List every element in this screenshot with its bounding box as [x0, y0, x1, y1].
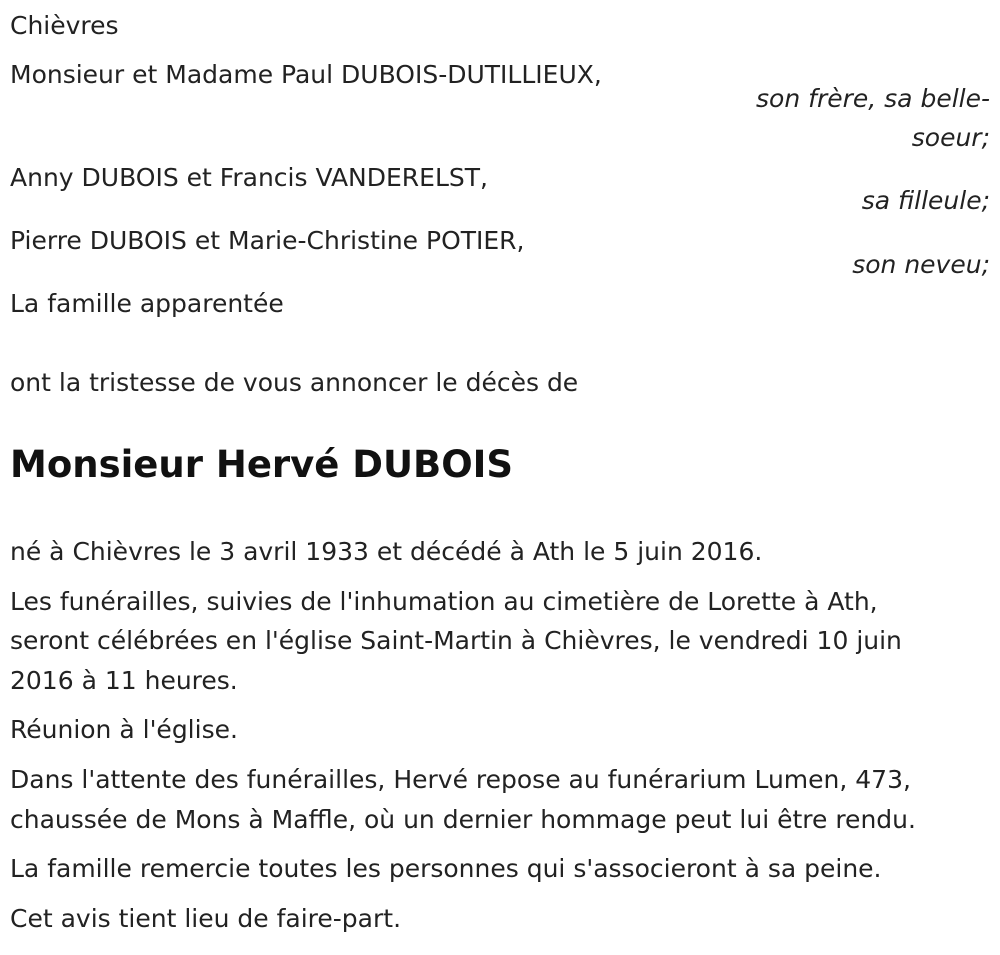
family-member-role: sa filleule; [861, 186, 990, 215]
family-member-name: Monsieur et Madame Paul DUBOIS-DUTILLIEUX, [10, 60, 602, 89]
family-member-role: soeur; [911, 123, 990, 152]
funeral-details-line: seront célébrées en l'église Saint-Martin à Chièvres, le vendredi 10 juin [10, 626, 902, 655]
family-member-role: son frère, sa belle- [756, 84, 990, 113]
meeting-note: Réunion à l'église. [10, 715, 238, 744]
family-member-name: Anny DUBOIS et Francis VANDERELST, [10, 163, 488, 192]
announcement-text: ont la tristesse de vous annoncer le décès de [10, 368, 579, 397]
family-member-name: La famille apparentée [10, 289, 284, 318]
thanks-text: La famille remercie toutes les personnes qui s'associeront à sa peine. [10, 854, 882, 883]
deceased-name: Monsieur Hervé DUBOIS [10, 443, 514, 486]
funeral-details-line: Les funérailles, suivies de l'inhumation au cimetière de Lorette à Ath, [10, 587, 878, 616]
funeral-details-line: 2016 à 11 heures. [10, 666, 238, 695]
family-member-name: Pierre DUBOIS et Marie-Christine POTIER, [10, 226, 525, 255]
family-member-role: son neveu; [852, 250, 990, 279]
funerarium-line: Dans l'attente des funérailles, Hervé repose au funérarium Lumen, 473, [10, 765, 911, 794]
place-name: Chièvres [10, 11, 119, 40]
notice-footer: Cet avis tient lieu de faire-part. [10, 904, 402, 933]
funerarium-line: chaussée de Mons à Maffle, où un dernier hommage peut lui être rendu. [10, 805, 916, 834]
birth-death-dates: né à Chièvres le 3 avril 1933 et décédé à Ath le 5 juin 2016. [10, 537, 763, 566]
